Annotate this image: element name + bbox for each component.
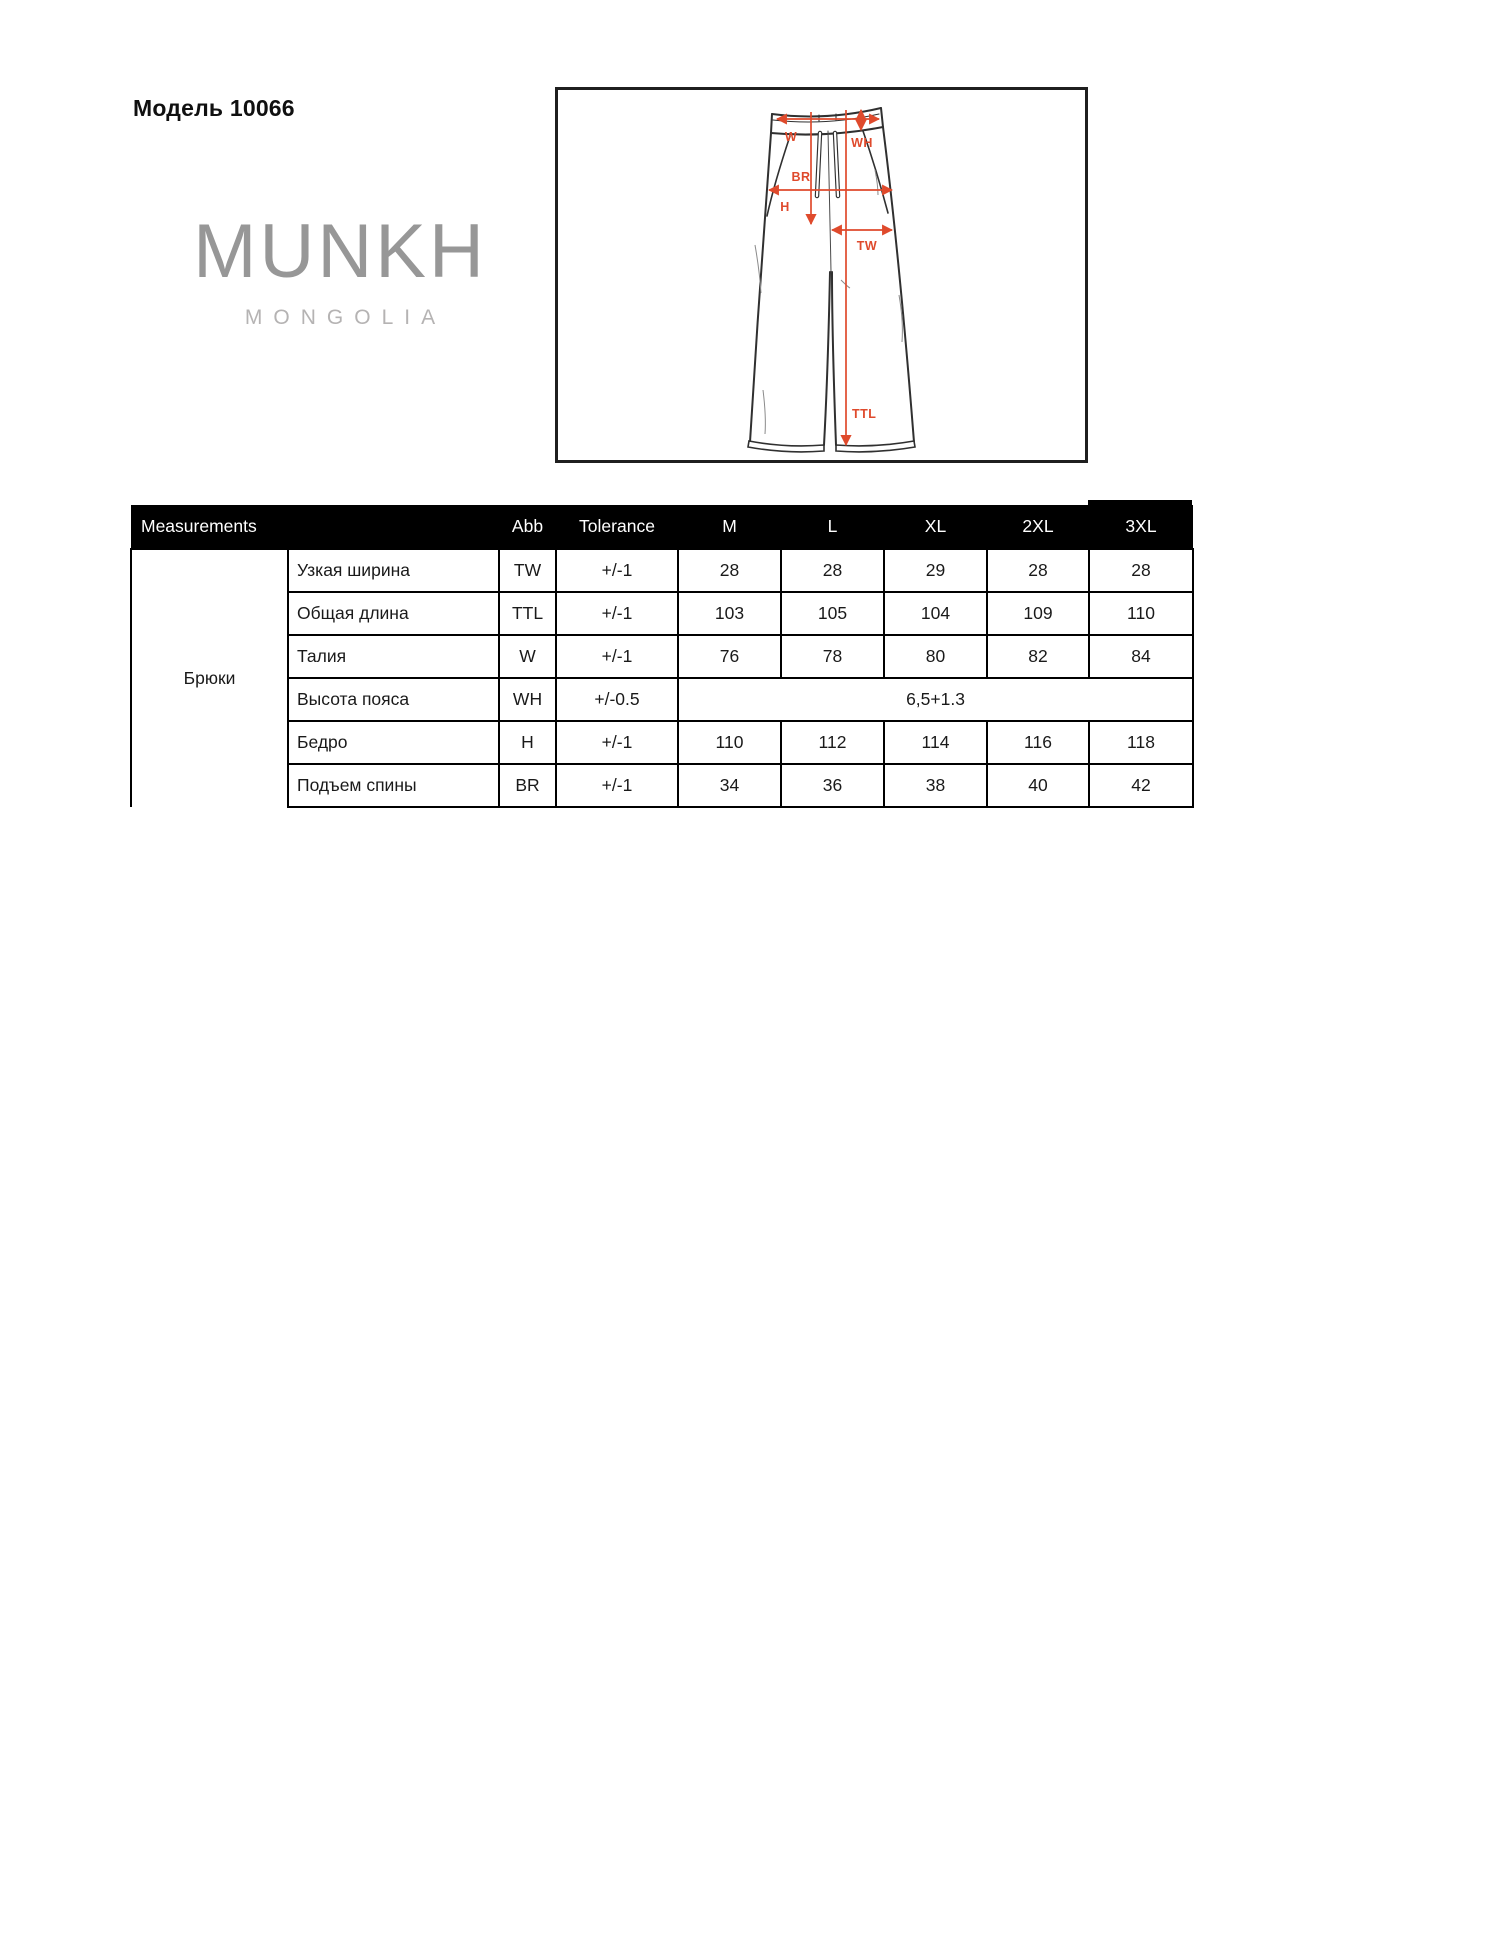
cell-value: 110 xyxy=(1089,592,1193,635)
label-ttl: TTL xyxy=(852,407,877,421)
header-size-m: M xyxy=(678,505,781,549)
cell-value: 34 xyxy=(678,764,781,807)
header-abb: Abb xyxy=(499,505,556,549)
table-header-row xyxy=(131,505,1193,549)
table-row xyxy=(131,549,1193,592)
header-size-3xl: 3XL xyxy=(1089,505,1193,549)
cell-abb: W xyxy=(499,635,556,678)
header-size-l: L xyxy=(781,505,884,549)
cell-tolerance: +/-1 xyxy=(556,635,678,678)
cell-tolerance: +/-1 xyxy=(556,549,678,592)
cell-tolerance: +/-0.5 xyxy=(556,678,678,721)
label-tw: TW xyxy=(856,239,878,253)
brand-logo xyxy=(182,209,498,330)
header-tolerance: Tolerance xyxy=(556,505,678,549)
cell-value: 112 xyxy=(781,721,884,764)
cell-value: 28 xyxy=(781,549,884,592)
brand-subtitle: MONGOLIA xyxy=(244,306,447,329)
group-label-cell: Брюки xyxy=(131,549,288,807)
brand-name: MUNKH xyxy=(193,209,487,294)
cell-merged-value: 6,5+1.3 xyxy=(678,678,1193,721)
cell-value: 76 xyxy=(678,635,781,678)
label-wh: WH xyxy=(851,136,873,150)
pants-sketch xyxy=(558,90,1085,460)
cell-value: 116 xyxy=(987,721,1089,764)
cell-value: 36 xyxy=(781,764,884,807)
cell-value: 118 xyxy=(1089,721,1193,764)
cell-value: 28 xyxy=(678,549,781,592)
cell-abb: TTL xyxy=(499,592,556,635)
cell-name: Узкая ширина xyxy=(288,549,499,592)
table-row xyxy=(131,678,1193,721)
cell-value: 78 xyxy=(781,635,884,678)
model-title: Модель 10066 xyxy=(133,95,295,121)
cell-abb: H xyxy=(499,721,556,764)
cell-value: 42 xyxy=(1089,764,1193,807)
label-h: H xyxy=(780,200,790,214)
cell-abb: BR xyxy=(499,764,556,807)
cell-tolerance: +/-1 xyxy=(556,592,678,635)
header-measurements: Measurements xyxy=(131,505,499,549)
cell-name: Высота пояса xyxy=(288,678,499,721)
table-row xyxy=(131,592,1193,635)
cell-value: 104 xyxy=(884,592,987,635)
header-size-xl: XL xyxy=(884,505,987,549)
cell-value: 109 xyxy=(987,592,1089,635)
measurements-table-area xyxy=(130,500,1192,812)
label-br: BR xyxy=(791,170,811,184)
cell-value: 110 xyxy=(678,721,781,764)
cell-value: 29 xyxy=(884,549,987,592)
cell-value: 38 xyxy=(884,764,987,807)
table-row xyxy=(131,721,1193,764)
pants-outline xyxy=(748,108,915,452)
cell-value: 103 xyxy=(678,592,781,635)
cell-name: Бедро xyxy=(288,721,499,764)
drawstring-cords xyxy=(817,133,838,196)
cell-name: Талия xyxy=(288,635,499,678)
cell-value: 28 xyxy=(1089,549,1193,592)
table-row xyxy=(131,635,1193,678)
cell-value: 40 xyxy=(987,764,1089,807)
header-size-2xl: 2XL xyxy=(987,505,1089,549)
cell-value: 114 xyxy=(884,721,987,764)
label-w: W xyxy=(784,130,798,144)
cell-abb: TW xyxy=(499,549,556,592)
pants-diagram xyxy=(555,87,1088,463)
table-row xyxy=(131,764,1193,807)
cell-value: 82 xyxy=(987,635,1089,678)
cell-tolerance: +/-1 xyxy=(556,764,678,807)
cell-value: 105 xyxy=(781,592,884,635)
cell-value: 28 xyxy=(987,549,1089,592)
cell-value: 80 xyxy=(884,635,987,678)
measurements-table xyxy=(130,505,1194,808)
cell-abb: WH xyxy=(499,678,556,721)
cell-name: Подъем спины xyxy=(288,764,499,807)
cell-value: 84 xyxy=(1089,635,1193,678)
cell-tolerance: +/-1 xyxy=(556,721,678,764)
cell-name: Общая длина xyxy=(288,592,499,635)
